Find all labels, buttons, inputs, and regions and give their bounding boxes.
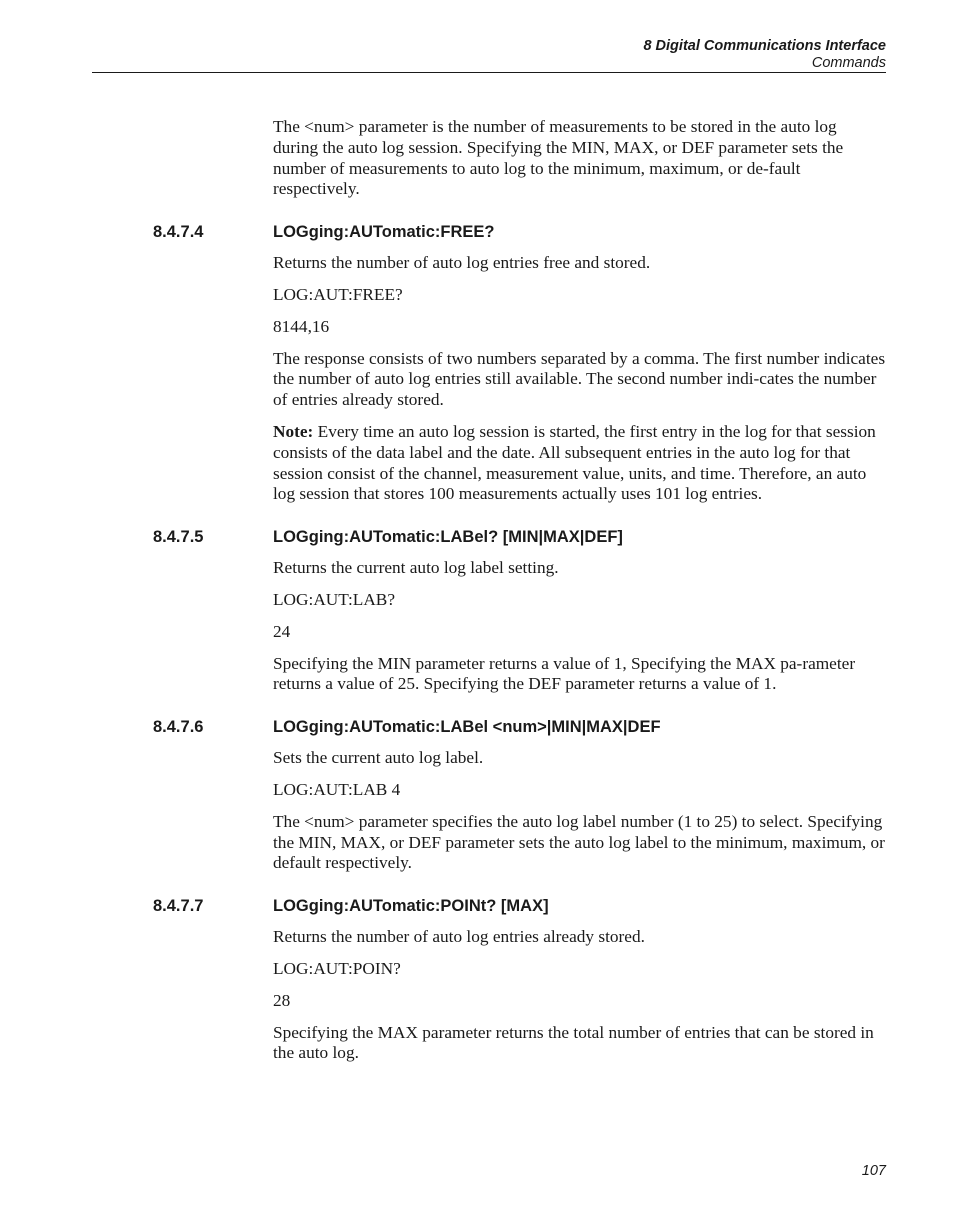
note-paragraph <box>273 422 886 505</box>
response-example: 28 <box>273 990 291 1010</box>
command-example: LOG:AUT:LAB 4 <box>273 779 401 799</box>
header-rule <box>92 72 886 73</box>
section-explanation: Specifying the MIN parameter returns a value of 1, Specifying the MAX pa-rameter returns a value of 25. Specifying the DEF parameter returns a value of 1. <box>273 653 856 694</box>
section-8-4-7-7 <box>0 895 954 1064</box>
note-label: Note: <box>273 421 314 441</box>
section-8-4-7-6 <box>0 716 954 874</box>
section-heading <box>0 221 954 243</box>
section-number: 8.4.7.4 <box>153 223 204 242</box>
section-number: 8.4.7.5 <box>153 528 204 547</box>
command-example: LOG:AUT:LAB? <box>273 589 396 609</box>
section-8-4-7-4 <box>0 221 954 505</box>
command-example: LOG:AUT:POIN? <box>273 958 401 978</box>
section-title: LOGging:AUTomatic:POINt? [MAX] <box>273 897 549 916</box>
page-header <box>643 38 886 72</box>
section-heading <box>0 895 954 917</box>
page-content <box>0 117 954 1085</box>
section-heading <box>0 526 954 548</box>
section-number: 8.4.7.7 <box>153 897 204 916</box>
intro-paragraph: The <num> parameter is the number of measurements to be stored in the auto log during the auto log session. Specifying the MIN, MAX, or DEF parameter sets the number of measurements to auto log to the minimum, maximum, or de-fault respectively. <box>273 117 844 199</box>
note-text: Every time an auto log session is started, the first entry in the log for that session consists of the data label and the date. All subsequent entries in the auto log for that session consist of the channel, measurement value, units, and time. Therefore, an auto log session that stores 100 measurements actually uses 101 log entries. <box>273 421 876 504</box>
section-title: LOGging:AUTomatic:FREE? <box>273 223 495 242</box>
section-description: Sets the current auto log label. <box>273 748 484 768</box>
section-explanation: Specifying the MAX parameter returns the total number of entries that can be stored in the auto log. <box>273 1022 874 1063</box>
section-title: LOGging:AUTomatic:LABel? [MIN|MAX|DEF] <box>273 528 623 547</box>
response-example: 24 <box>273 621 291 641</box>
section-description: Returns the number of auto log entries already stored. <box>273 927 645 947</box>
section-title: LOGging:AUTomatic:LABel <num>|MIN|MAX|DEF <box>273 718 661 737</box>
response-example: 8144,16 <box>273 316 330 336</box>
section-8-4-7-5 <box>0 526 954 695</box>
page-number: 107 <box>861 1163 886 1179</box>
section-description: Returns the current auto log label setting. <box>273 558 559 578</box>
command-example: LOG:AUT:FREE? <box>273 284 403 304</box>
section-explanation: The <num> parameter specifies the auto log label number (1 to 25) to select. Specifying the MIN, MAX, or DEF parameter sets the auto log label to the minimum, maximum, or default respectively. <box>273 811 885 873</box>
section-description: Returns the number of auto log entries free and stored. <box>273 253 651 273</box>
section-explanation: The response consists of two numbers separated by a comma. The first number indicates the number of auto log entries still available. The second number indi-cates the number of entries already stored. <box>273 348 886 410</box>
chapter-title: 8 Digital Communications Interface <box>643 38 886 54</box>
section-number: 8.4.7.6 <box>153 718 204 737</box>
section-subtitle: Commands <box>811 55 886 71</box>
section-heading <box>0 716 954 738</box>
